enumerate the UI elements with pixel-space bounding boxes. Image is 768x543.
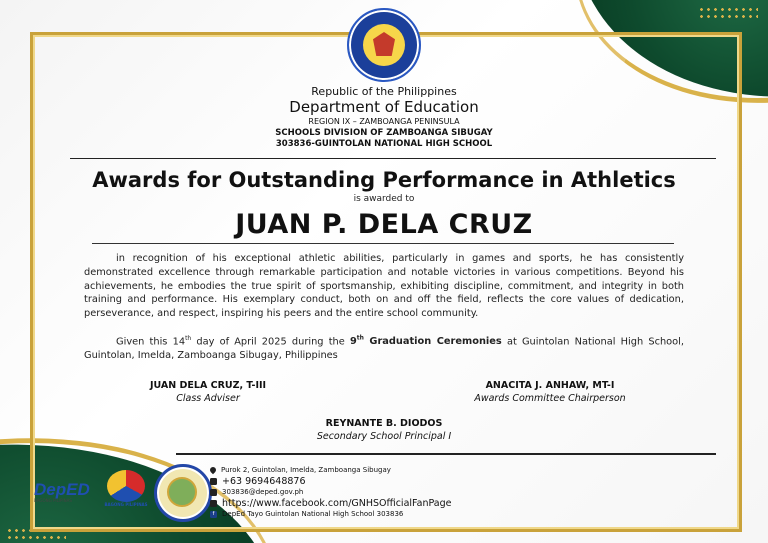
globe-icon — [210, 500, 217, 507]
phone-icon — [210, 478, 217, 485]
header-school: 303836-GUINTOLAN NATIONAL HIGH SCHOOL — [275, 139, 493, 149]
contact-facebook — [210, 509, 451, 519]
signatory-chairperson — [440, 380, 660, 404]
address-text: Purok 2, Guintolan, Imelda, Zamboanga Sibugay — [221, 466, 391, 474]
signatory-adviser — [108, 380, 308, 404]
email-icon — [210, 489, 217, 496]
signatory-principal — [284, 418, 484, 442]
signatory-title: Class Adviser — [176, 393, 240, 404]
gold-dots-decoration — [698, 6, 758, 20]
signatory-name: JUAN DELA CRUZ, T-III — [149, 380, 267, 391]
certificate-title: Awards for Outstanding Performance in Athletics — [92, 168, 676, 192]
header-republic: Republic of the Philippines — [311, 85, 457, 98]
deped-logo-text: DepED — [34, 480, 90, 499]
header-region: REGION IX – ZAMBOANGA PENINSULA — [308, 117, 460, 126]
given-paragraph — [84, 332, 684, 363]
awarded-to-text: is awarded to — [353, 194, 415, 204]
contact-phone — [210, 475, 451, 487]
recipient-name: JUAN P. DELA CRUZ — [235, 209, 533, 240]
divider-bottom — [176, 453, 716, 455]
deped-logo-subtext: BAGONG PILIPINAS — [34, 498, 72, 503]
phone-text: +63 9694648876 — [222, 475, 306, 487]
signatory-name: REYNANTE B. DIODOS — [325, 418, 443, 429]
website-link[interactable]: https://www.facebook.com/GNHSOfficialFanPage — [222, 497, 452, 509]
given-prefix: Given this 14 — [116, 336, 186, 348]
email-text: 303836@deped.gov.ph — [222, 488, 304, 496]
signatory-name: ANACITA J. ANHAW, MT-I — [485, 380, 615, 391]
given-bold2: Graduation Ceremonies — [363, 336, 502, 348]
name-underline — [92, 243, 674, 244]
deped-logo — [34, 480, 98, 506]
bagong-pilipinas-label: BAGONG PILIPINAS — [104, 502, 148, 507]
location-pin-icon — [209, 466, 217, 474]
given-suffix: at Guintolan National High School, Guintolan, Imelda, Zamboanga Sibugay, Philippines — [84, 336, 684, 362]
given-bold: 9 — [349, 336, 357, 348]
bagong-pilipinas-logo — [104, 470, 148, 512]
facebook-icon: f — [210, 511, 217, 518]
given-bold-sup: th — [356, 335, 364, 342]
citation-paragraph — [84, 252, 684, 321]
signatory-title: Awards Committee Chairperson — [474, 393, 626, 404]
signatory-title: Secondary School Principal I — [316, 431, 452, 442]
contact-info — [210, 465, 451, 519]
deped-seal-icon — [347, 8, 421, 82]
divider-top — [70, 158, 716, 159]
facebook-text: DepEd Tayo Guintolan National High School 303836 — [222, 510, 404, 518]
given-sup: th — [185, 335, 192, 342]
contact-email — [210, 487, 451, 497]
given-mid: day of April 2025 during the — [191, 336, 350, 348]
contact-website[interactable] — [210, 497, 451, 509]
citation-text: in recognition of his exceptional athletic abilities, particularly in games and sports, he has consistently demonstrated excellence through remarkable participation and notable victories in various competitions. Beyond his achievements, he embodies the true spirit of sportsmanship, exhibiting discipline, commitment, and integrity in both training and performance. His exemplary conduct, both on and off the field, reflects the core values of dedication, perseverance, and respect, inspiring his peers and the entire school community. — [84, 253, 684, 320]
contact-address — [210, 465, 451, 475]
header-department: Department of Education — [289, 98, 479, 116]
school-seal-icon — [154, 464, 212, 522]
header-division: SCHOOLS DIVISION OF ZAMBOANGA SIBUGAY — [275, 128, 493, 138]
